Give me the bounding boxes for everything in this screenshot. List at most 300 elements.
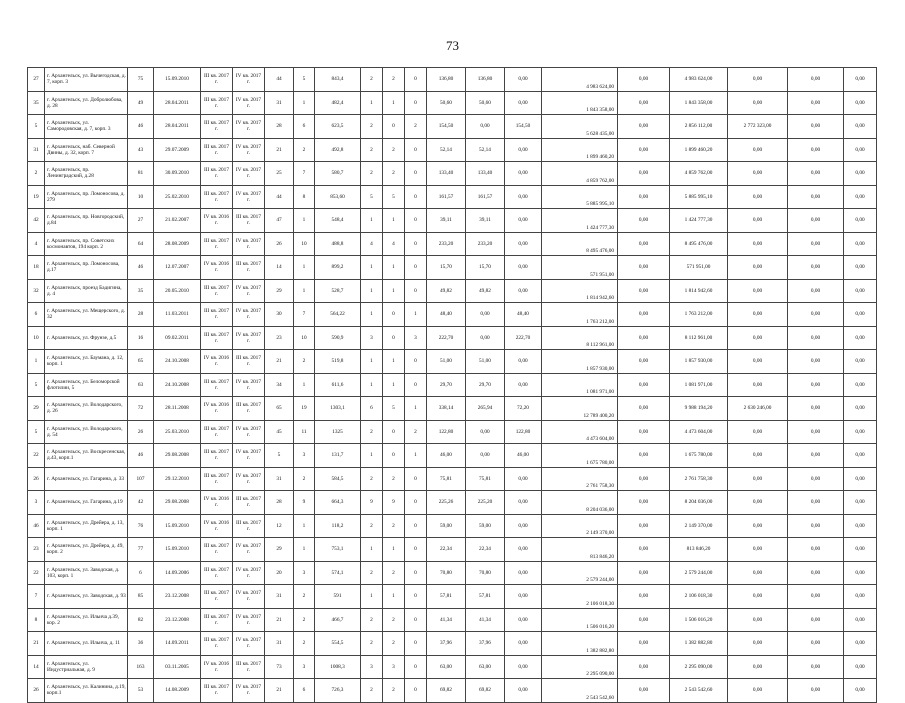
- rooms-private-cell: 0: [405, 256, 427, 280]
- rooms-municipal-cell: 1: [383, 256, 405, 280]
- cost-total-cell: 12 789 400,20: [542, 397, 618, 421]
- address-cell: г. Архангельск, ул. Самородовская, д. 7, корп. 3: [45, 115, 128, 139]
- planned-start-cell: IV кв. 2016 г.: [201, 350, 233, 374]
- cost-total-cell: 1 424 777,30: [542, 209, 618, 233]
- planned-start-cell: III кв. 2017 г.: [201, 279, 233, 303]
- area-municipal-cell: 133,40: [466, 162, 505, 186]
- cost-federal-cell: 0,00: [618, 303, 670, 327]
- planned-end-cell: III кв. 2017 г.: [233, 256, 265, 280]
- document-date-cell: 29.12.2010: [154, 467, 201, 491]
- document-number-cell: 76: [128, 514, 154, 538]
- cost-regional-cell: 1 857 930,00: [670, 350, 728, 374]
- rooms-private-cell: 0: [405, 679, 427, 703]
- document-date-cell: 23.12.2008: [154, 608, 201, 632]
- cost-federal-cell: 0,00: [618, 679, 670, 703]
- area-private-cell: 0,00: [505, 561, 542, 585]
- cost-regional-cell: 4 859 762,00: [670, 162, 728, 186]
- planned-end-cell: IV кв. 2017 г.: [233, 232, 265, 256]
- rooms-total-cell: 4: [361, 232, 383, 256]
- rooms-municipal-cell: 1: [383, 91, 405, 115]
- cost-local-cell: 0,00: [728, 655, 788, 679]
- building-area-cell: 548,4: [315, 209, 361, 233]
- cost-total-cell: 1 857 930,00: [542, 350, 618, 374]
- cost-other-cell: 0,00: [844, 491, 877, 515]
- cost-federal-cell: 0,00: [618, 256, 670, 280]
- planned-start-cell: III кв. 2017 г.: [201, 303, 233, 327]
- table-row: [28, 444, 877, 468]
- table-row: [28, 561, 877, 585]
- cost-regional-cell: 2 761 758,30: [670, 467, 728, 491]
- cost-federal-cell: 0,00: [618, 608, 670, 632]
- planned-start-cell: IV кв. 2016 г.: [201, 655, 233, 679]
- document-date-cell: 14.09.2011: [154, 632, 201, 656]
- apartments-count-cell: 2: [294, 467, 315, 491]
- planned-start-cell: IV кв. 2016 г.: [201, 209, 233, 233]
- document-date-cell: 29.08.2008: [154, 491, 201, 515]
- rooms-total-cell: 2: [361, 138, 383, 162]
- table-row: [28, 256, 877, 280]
- cost-total-cell: 2 106 018,30: [542, 585, 618, 609]
- document-date-cell: 15.09.2010: [154, 538, 201, 562]
- area-total-cell: 49,82: [427, 279, 466, 303]
- cost-other-cell: 0,00: [844, 350, 877, 374]
- cost-local-cell: 0,00: [728, 444, 788, 468]
- rooms-total-cell: 1: [361, 303, 383, 327]
- table-row: [28, 632, 877, 656]
- area-private-cell: 0,00: [505, 608, 542, 632]
- planned-start-cell: IV кв. 2016 г.: [201, 491, 233, 515]
- cost-regional-cell: 8 204 036,00: [670, 491, 728, 515]
- cost-extra-cell: 0,00: [788, 232, 844, 256]
- cost-federal-cell: 0,00: [618, 279, 670, 303]
- residents-count-cell: 25: [265, 162, 294, 186]
- cost-local-cell: 2 630 246,00: [728, 397, 788, 421]
- residents-count-cell: 21: [265, 350, 294, 374]
- rooms-municipal-cell: 2: [383, 467, 405, 491]
- cost-local-cell: 0,00: [728, 420, 788, 444]
- document-date-cell: 28.08.2009: [154, 232, 201, 256]
- rooms-municipal-cell: 0: [383, 115, 405, 139]
- address-cell: г. Архангельск, ул. Гагарина, д.19: [45, 491, 128, 515]
- table-row: [28, 232, 877, 256]
- cost-extra-cell: 0,00: [788, 279, 844, 303]
- planned-end-cell: IV кв. 2017 г.: [233, 138, 265, 162]
- table-row: [28, 68, 877, 92]
- planned-end-cell: IV кв. 2017 г.: [233, 279, 265, 303]
- apartments-count-cell: 1: [294, 209, 315, 233]
- rooms-municipal-cell: 3: [383, 655, 405, 679]
- cost-extra-cell: 0,00: [788, 303, 844, 327]
- cost-other-cell: 0,00: [844, 256, 877, 280]
- rooms-municipal-cell: 2: [383, 162, 405, 186]
- cost-extra-cell: 0,00: [788, 115, 844, 139]
- planned-end-cell: IV кв. 2017 г.: [233, 632, 265, 656]
- planned-start-cell: III кв. 2017 г.: [201, 138, 233, 162]
- document-number-cell: 85: [128, 585, 154, 609]
- row-number-cell: 4: [28, 232, 45, 256]
- cost-extra-cell: 0,00: [788, 138, 844, 162]
- area-total-cell: 39,11: [427, 209, 466, 233]
- area-private-cell: 0,00: [505, 467, 542, 491]
- area-private-cell: 0,00: [505, 162, 542, 186]
- rooms-private-cell: 2: [405, 420, 427, 444]
- address-cell: г. Архангельск, пр. Ломоносова, д.17: [45, 256, 128, 280]
- building-area-cell: 584,5: [315, 467, 361, 491]
- rooms-municipal-cell: 2: [383, 138, 405, 162]
- rooms-municipal-cell: 1: [383, 585, 405, 609]
- planned-end-cell: IV кв. 2017 г.: [233, 561, 265, 585]
- residents-count-cell: 12: [265, 514, 294, 538]
- cost-federal-cell: 0,00: [618, 138, 670, 162]
- rooms-municipal-cell: 0: [383, 326, 405, 350]
- rooms-municipal-cell: 1: [383, 350, 405, 374]
- cost-other-cell: 0,00: [844, 444, 877, 468]
- residents-count-cell: 5: [265, 444, 294, 468]
- document-date-cell: 25.03.2010: [154, 420, 201, 444]
- row-number-cell: 31: [28, 138, 45, 162]
- rooms-municipal-cell: 2: [383, 632, 405, 656]
- cost-regional-cell: 1 899 460,20: [670, 138, 728, 162]
- area-municipal-cell: 69,82: [466, 679, 505, 703]
- planned-end-cell: IV кв. 2017 г.: [233, 444, 265, 468]
- apartments-count-cell: 10: [294, 326, 315, 350]
- address-cell: г. Архангельск, ул. Фрунзе, д.5: [45, 326, 128, 350]
- residents-count-cell: 45: [265, 420, 294, 444]
- cost-extra-cell: 0,00: [788, 679, 844, 703]
- planned-end-cell: III кв. 2017 г.: [233, 397, 265, 421]
- table-row: [28, 420, 877, 444]
- document-number-cell: 16: [128, 326, 154, 350]
- area-private-cell: 72,20: [505, 397, 542, 421]
- rooms-private-cell: 0: [405, 185, 427, 209]
- area-municipal-cell: 0,00: [466, 420, 505, 444]
- row-number-cell: 42: [28, 209, 45, 233]
- address-cell: г. Архангельск, ул. Гагарина, д. 33: [45, 467, 128, 491]
- cost-federal-cell: 0,00: [618, 68, 670, 92]
- residents-count-cell: 31: [265, 585, 294, 609]
- document-number-cell: 35: [128, 279, 154, 303]
- cost-regional-cell: 1 675 780,00: [670, 444, 728, 468]
- area-private-cell: 0,00: [505, 138, 542, 162]
- apartments-count-cell: 1: [294, 538, 315, 562]
- cost-other-cell: 0,00: [844, 185, 877, 209]
- area-total-cell: 15,70: [427, 256, 466, 280]
- apartments-count-cell: 10: [294, 232, 315, 256]
- rooms-total-cell: 1: [361, 256, 383, 280]
- document-number-cell: 46: [128, 444, 154, 468]
- area-total-cell: 63,00: [427, 655, 466, 679]
- area-total-cell: 29,70: [427, 373, 466, 397]
- cost-other-cell: 0,00: [844, 209, 877, 233]
- document-number-cell: 65: [128, 350, 154, 374]
- rooms-total-cell: 1: [361, 373, 383, 397]
- planned-start-cell: IV кв. 2016 г.: [201, 256, 233, 280]
- area-municipal-cell: 52,14: [466, 138, 505, 162]
- area-municipal-cell: 51,00: [466, 350, 505, 374]
- row-number-cell: 3: [28, 491, 45, 515]
- residents-count-cell: 26: [265, 232, 294, 256]
- row-number-cell: 27: [28, 68, 45, 92]
- cost-regional-cell: 2 856 112,00: [670, 115, 728, 139]
- cost-local-cell: 0,00: [728, 538, 788, 562]
- document-number-cell: 72: [128, 397, 154, 421]
- apartments-count-cell: 8: [294, 185, 315, 209]
- address-cell: г. Архангельск, ул. Ильича д.39, кор. 2: [45, 608, 128, 632]
- area-municipal-cell: 265,94: [466, 397, 505, 421]
- row-number-cell: 5: [28, 373, 45, 397]
- building-area-cell: 853,60: [315, 185, 361, 209]
- cost-total-cell: 2 761 758,30: [542, 467, 618, 491]
- planned-start-cell: III кв. 2017 г.: [201, 326, 233, 350]
- table-row: [28, 397, 877, 421]
- cost-extra-cell: 0,00: [788, 632, 844, 656]
- apartments-count-cell: 1: [294, 514, 315, 538]
- document-number-cell: 107: [128, 467, 154, 491]
- area-private-cell: 0,00: [505, 185, 542, 209]
- table-row: [28, 91, 877, 115]
- cost-regional-cell: 9 988 194,20: [670, 397, 728, 421]
- document-number-cell: 10: [128, 185, 154, 209]
- planned-end-cell: IV кв. 2017 г.: [233, 679, 265, 703]
- cost-local-cell: 0,00: [728, 138, 788, 162]
- row-number-cell: 5: [28, 115, 45, 139]
- area-total-cell: 41,34: [427, 608, 466, 632]
- residents-count-cell: 31: [265, 632, 294, 656]
- cost-regional-cell: 2 106 018,30: [670, 585, 728, 609]
- residents-count-cell: 14: [265, 256, 294, 280]
- document-date-cell: 11.03.2011: [154, 303, 201, 327]
- area-municipal-cell: 37,96: [466, 632, 505, 656]
- document-date-cell: 29.08.2008: [154, 444, 201, 468]
- apartments-count-cell: 7: [294, 303, 315, 327]
- building-area-cell: 131,7: [315, 444, 361, 468]
- planned-start-cell: III кв. 2017 г.: [201, 68, 233, 92]
- rooms-total-cell: 1: [361, 444, 383, 468]
- cost-total-cell: 2 543 542,60: [542, 679, 618, 703]
- cost-local-cell: 0,00: [728, 350, 788, 374]
- planned-start-cell: III кв. 2017 г.: [201, 444, 233, 468]
- rooms-total-cell: 3: [361, 326, 383, 350]
- table-row: [28, 585, 877, 609]
- row-number-cell: 6: [28, 303, 45, 327]
- planned-start-cell: III кв. 2017 г.: [201, 162, 233, 186]
- rooms-private-cell: 0: [405, 373, 427, 397]
- rooms-total-cell: 2: [361, 679, 383, 703]
- cost-federal-cell: 0,00: [618, 420, 670, 444]
- cost-other-cell: 0,00: [844, 162, 877, 186]
- planned-end-cell: IV кв. 2017 г.: [233, 608, 265, 632]
- cost-extra-cell: 0,00: [788, 420, 844, 444]
- cost-total-cell: 8 495 476,00: [542, 232, 618, 256]
- rooms-private-cell: 0: [405, 632, 427, 656]
- row-number-cell: 26: [28, 679, 45, 703]
- planned-end-cell: IV кв. 2017 г.: [233, 162, 265, 186]
- address-cell: г. Архангельск, пр. Ломоносова, д. 279: [45, 185, 128, 209]
- cost-other-cell: 0,00: [844, 585, 877, 609]
- address-cell: г. Архангельск, ул. Дрейера, д. 13, корп. 1: [45, 514, 128, 538]
- rooms-private-cell: 0: [405, 68, 427, 92]
- area-private-cell: 0,00: [505, 256, 542, 280]
- rooms-private-cell: 0: [405, 350, 427, 374]
- document-date-cell: 25.02.2010: [154, 185, 201, 209]
- document-date-cell: 30.09.2010: [154, 162, 201, 186]
- planned-end-cell: IV кв. 2017 г.: [233, 115, 265, 139]
- area-municipal-cell: 136,80: [466, 68, 505, 92]
- area-total-cell: 338,14: [427, 397, 466, 421]
- document-number-cell: 46: [128, 256, 154, 280]
- area-municipal-cell: 0,00: [466, 303, 505, 327]
- table-row: [28, 209, 877, 233]
- cost-regional-cell: 1 814 942,60: [670, 279, 728, 303]
- cost-local-cell: 2 772 323,00: [728, 115, 788, 139]
- planned-start-cell: III кв. 2017 г.: [201, 91, 233, 115]
- cost-extra-cell: 0,00: [788, 514, 844, 538]
- cost-other-cell: 0,00: [844, 279, 877, 303]
- row-number-cell: 35: [28, 91, 45, 115]
- cost-federal-cell: 0,00: [618, 115, 670, 139]
- cost-federal-cell: 0,00: [618, 467, 670, 491]
- area-total-cell: 70,80: [427, 561, 466, 585]
- document-number-cell: 42: [128, 491, 154, 515]
- rooms-private-cell: 0: [405, 467, 427, 491]
- row-number-cell: 18: [28, 256, 45, 280]
- rooms-municipal-cell: 1: [383, 209, 405, 233]
- cost-regional-cell: 1 843 358,00: [670, 91, 728, 115]
- cost-local-cell: 0,00: [728, 303, 788, 327]
- row-number-cell: 32: [28, 279, 45, 303]
- building-area-cell: 118,2: [315, 514, 361, 538]
- building-area-cell: 519,8: [315, 350, 361, 374]
- address-cell: г. Архангельск, ул. Володарского, д. 26: [45, 397, 128, 421]
- document-number-cell: 36: [128, 632, 154, 656]
- planned-end-cell: IV кв. 2017 г.: [233, 68, 265, 92]
- cost-extra-cell: 0,00: [788, 561, 844, 585]
- cost-extra-cell: 0,00: [788, 585, 844, 609]
- planned-start-cell: III кв. 2017 г.: [201, 538, 233, 562]
- table-row: [28, 467, 877, 491]
- cost-federal-cell: 0,00: [618, 397, 670, 421]
- rooms-municipal-cell: 9: [383, 491, 405, 515]
- area-total-cell: 136,80: [427, 68, 466, 92]
- cost-local-cell: 0,00: [728, 585, 788, 609]
- document-number-cell: 75: [128, 68, 154, 92]
- residents-count-cell: 30: [265, 303, 294, 327]
- cost-total-cell: 5 628 435,00: [542, 115, 618, 139]
- apartments-count-cell: 3: [294, 444, 315, 468]
- planned-start-cell: III кв. 2017 г.: [201, 115, 233, 139]
- document-date-cell: 28.11.2008: [154, 397, 201, 421]
- planned-start-cell: III кв. 2017 г.: [201, 585, 233, 609]
- document-date-cell: 14.08.2009: [154, 679, 201, 703]
- cost-total-cell: 1 081 971,00: [542, 373, 618, 397]
- row-number-cell: 1: [28, 350, 45, 374]
- cost-regional-cell: 5 885 995,10: [670, 185, 728, 209]
- building-area-cell: 843,4: [315, 68, 361, 92]
- cost-extra-cell: 0,00: [788, 538, 844, 562]
- building-area-cell: 564,22: [315, 303, 361, 327]
- planned-start-cell: III кв. 2017 г.: [201, 373, 233, 397]
- cost-regional-cell: 813 846,20: [670, 538, 728, 562]
- rooms-municipal-cell: 5: [383, 397, 405, 421]
- cost-extra-cell: 0,00: [788, 185, 844, 209]
- planned-end-cell: IV кв. 2017 г.: [233, 91, 265, 115]
- building-area-cell: 466,7: [315, 608, 361, 632]
- rooms-private-cell: 0: [405, 538, 427, 562]
- building-area-cell: 664,3: [315, 491, 361, 515]
- apartments-count-cell: 6: [294, 115, 315, 139]
- cost-regional-cell: 2 149 370,00: [670, 514, 728, 538]
- area-private-cell: 0,00: [505, 632, 542, 656]
- apartments-count-cell: 7: [294, 162, 315, 186]
- rooms-total-cell: 1: [361, 91, 383, 115]
- cost-other-cell: 0,00: [844, 326, 877, 350]
- area-municipal-cell: 0,00: [466, 444, 505, 468]
- cost-other-cell: 0,00: [844, 397, 877, 421]
- cost-regional-cell: 2 543 542,60: [670, 679, 728, 703]
- cost-other-cell: 0,00: [844, 232, 877, 256]
- planned-end-cell: IV кв. 2017 г.: [233, 303, 265, 327]
- table-row: [28, 350, 877, 374]
- rooms-private-cell: 1: [405, 397, 427, 421]
- building-area-cell: 590,9: [315, 326, 361, 350]
- apartments-count-cell: 1: [294, 91, 315, 115]
- area-private-cell: 0,00: [505, 68, 542, 92]
- apartments-count-cell: 2: [294, 632, 315, 656]
- document-number-cell: 53: [128, 679, 154, 703]
- building-area-cell: 580,7: [315, 162, 361, 186]
- building-area-cell: 554,5: [315, 632, 361, 656]
- table-row: [28, 538, 877, 562]
- area-private-cell: 0,00: [505, 91, 542, 115]
- document-date-cell: 20.05.2010: [154, 279, 201, 303]
- rooms-private-cell: 0: [405, 209, 427, 233]
- planned-end-cell: IV кв. 2017 г.: [233, 538, 265, 562]
- cost-other-cell: 0,00: [844, 91, 877, 115]
- table-row: [28, 491, 877, 515]
- cost-federal-cell: 0,00: [618, 491, 670, 515]
- area-total-cell: 69,82: [427, 679, 466, 703]
- cost-total-cell: 571 951,00: [542, 256, 618, 280]
- rooms-total-cell: 2: [361, 514, 383, 538]
- rooms-total-cell: 1: [361, 585, 383, 609]
- apartments-count-cell: 2: [294, 608, 315, 632]
- building-area-cell: 528,7: [315, 279, 361, 303]
- rooms-municipal-cell: 2: [383, 514, 405, 538]
- cost-federal-cell: 0,00: [618, 326, 670, 350]
- address-cell: г. Архангельск, ул. Ильича, д. 11: [45, 632, 128, 656]
- area-total-cell: 133,40: [427, 162, 466, 186]
- cost-local-cell: 0,00: [728, 467, 788, 491]
- cost-other-cell: 0,00: [844, 561, 877, 585]
- document-number-cell: 49: [128, 91, 154, 115]
- cost-other-cell: 0,00: [844, 655, 877, 679]
- area-private-cell: 0,00: [505, 538, 542, 562]
- planned-end-cell: IV кв. 2017 г.: [233, 420, 265, 444]
- rooms-total-cell: 3: [361, 655, 383, 679]
- document-date-cell: 28.04.2011: [154, 115, 201, 139]
- cost-total-cell: 813 846,20: [542, 538, 618, 562]
- cost-extra-cell: 0,00: [788, 397, 844, 421]
- address-cell: г. Архангельск, ул. Воскресенская, д.43, корп.1: [45, 444, 128, 468]
- cost-other-cell: 0,00: [844, 420, 877, 444]
- cost-local-cell: 0,00: [728, 162, 788, 186]
- row-number-cell: 7: [28, 585, 45, 609]
- area-municipal-cell: 63,00: [466, 655, 505, 679]
- rooms-total-cell: 9: [361, 491, 383, 515]
- cost-total-cell: 5 885 995,10: [542, 185, 618, 209]
- rooms-municipal-cell: 0: [383, 444, 405, 468]
- cost-federal-cell: 0,00: [618, 162, 670, 186]
